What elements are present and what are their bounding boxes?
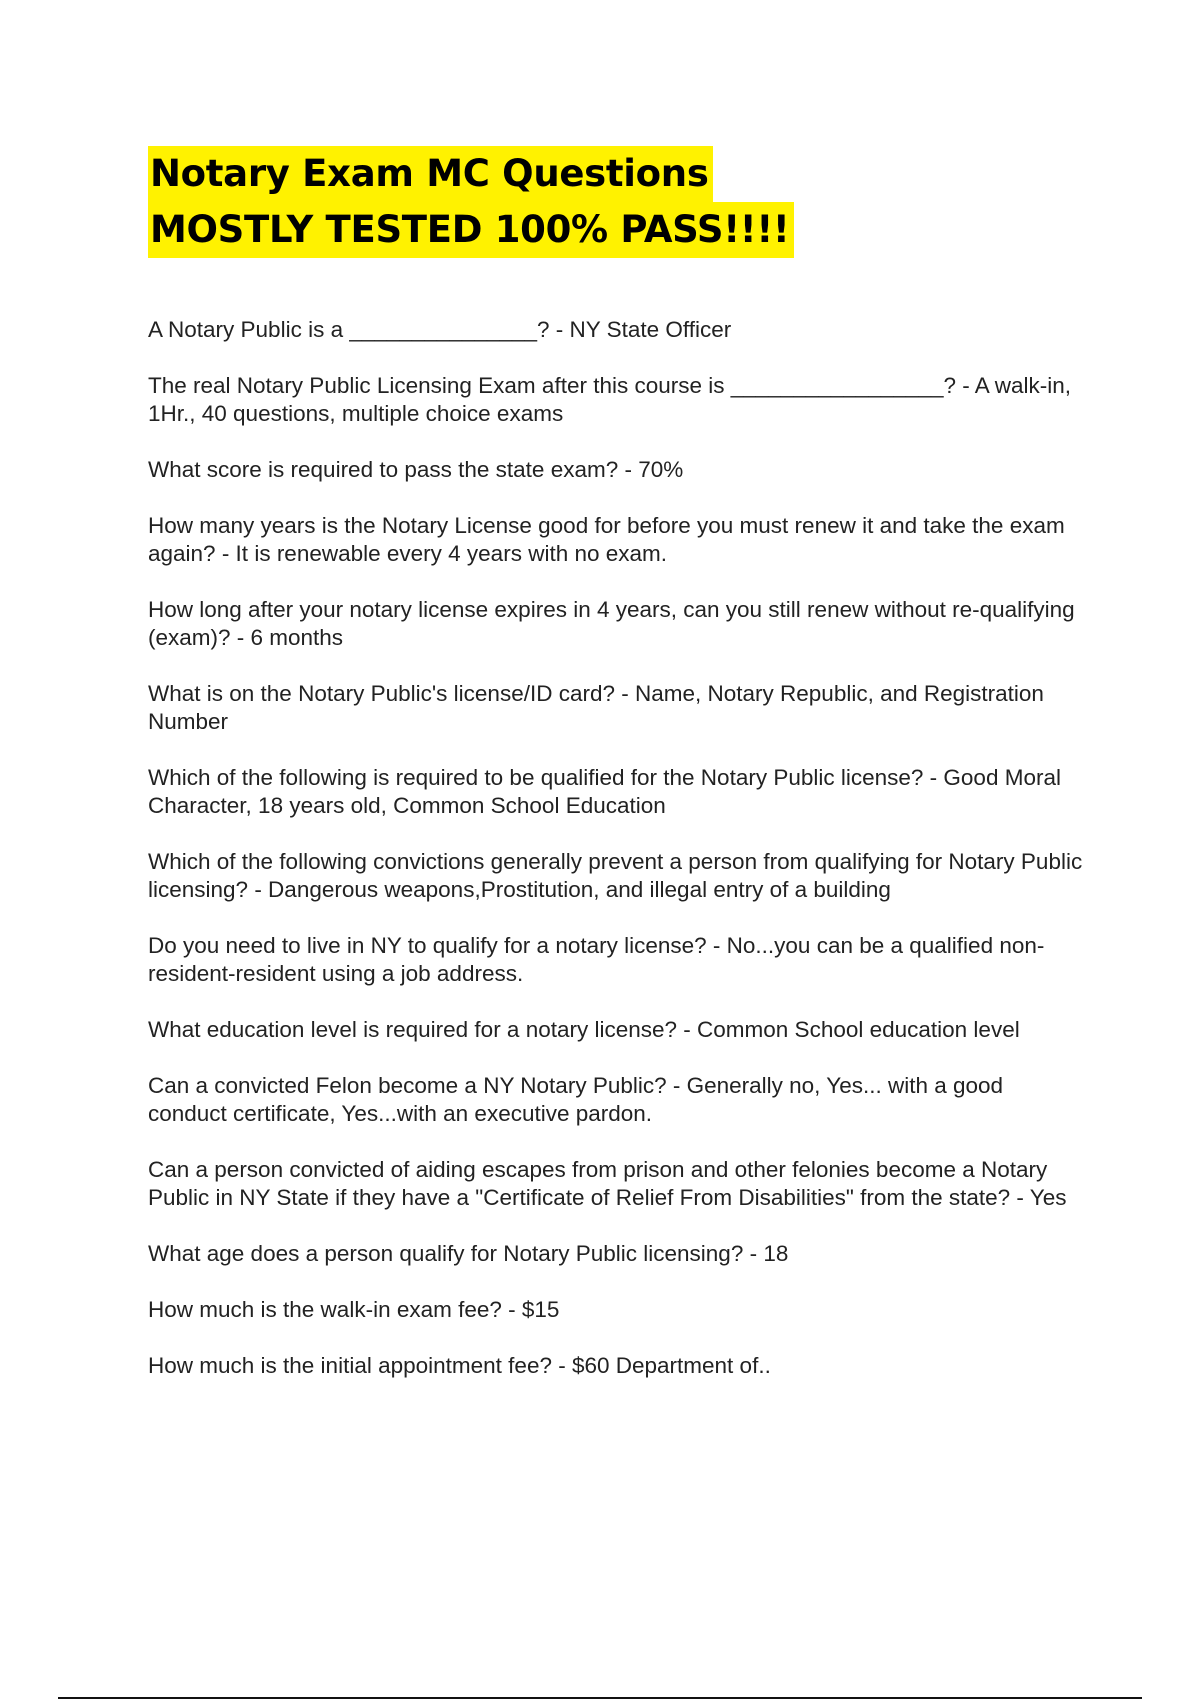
qa-item: Can a convicted Felon become a NY Notary Public? - Generally no, Yes... with a good conduct certificate, Yes...with an executive pardon. xyxy=(148,1073,1004,1126)
qa-item: What age does a person qualify for Notary Public licensing? - 18 xyxy=(148,1241,789,1266)
question-answer-list xyxy=(148,316,1088,1380)
qa-item: How long after your notary license expires in 4 years, can you still renew without re-qualifying (exam)? - 6 months xyxy=(148,597,1075,650)
qa-item: Can a person convicted of aiding escapes from prison and other felonies become a Notary Public in NY State if they have a "Certificate of Relief From Disabilities" from the state? - Yes xyxy=(148,1157,1067,1210)
qa-item: How much is the initial appointment fee? - $60 Department of.. xyxy=(148,1353,771,1378)
qa-item: Which of the following convictions generally prevent a person from qualifying for Notary Public licensing? - Dangerous weapons,Prostitution, and illegal entry of a building xyxy=(148,849,1083,902)
qa-item: A Notary Public is a _______________? - NY State Officer xyxy=(148,317,732,342)
qa-item: What education level is required for a notary license? - Common School education level xyxy=(148,1017,1020,1042)
qa-item: How many years is the Notary License good for before you must renew it and take the exam again? - It is renewable every 4 years with no exam. xyxy=(148,513,1065,566)
qa-item: What score is required to pass the state exam? - 70% xyxy=(148,457,684,482)
page-bottom-rule xyxy=(58,1697,1142,1699)
qa-item: What is on the Notary Public's license/ID card? - Name, Notary Republic, and Registration Number xyxy=(148,681,1044,734)
qa-item: The real Notary Public Licensing Exam after this course is _________________? - A walk-in, 1Hr., 40 questions, multiple choice exams xyxy=(148,373,1072,426)
title-line-1: Notary Exam MC Questions xyxy=(148,146,713,202)
title-line-2: MOSTLY TESTED 100% PASS!!!! xyxy=(148,202,794,258)
document-title xyxy=(148,146,888,258)
qa-item: Do you need to live in NY to qualify for a notary license? - No...you can be a qualified non-resident-resident using a job address. xyxy=(148,933,1045,986)
qa-item: How much is the walk-in exam fee? - $15 xyxy=(148,1297,560,1322)
qa-item: Which of the following is required to be qualified for the Notary Public license? - Good Moral Character, 18 years old, Common School Education xyxy=(148,765,1061,818)
